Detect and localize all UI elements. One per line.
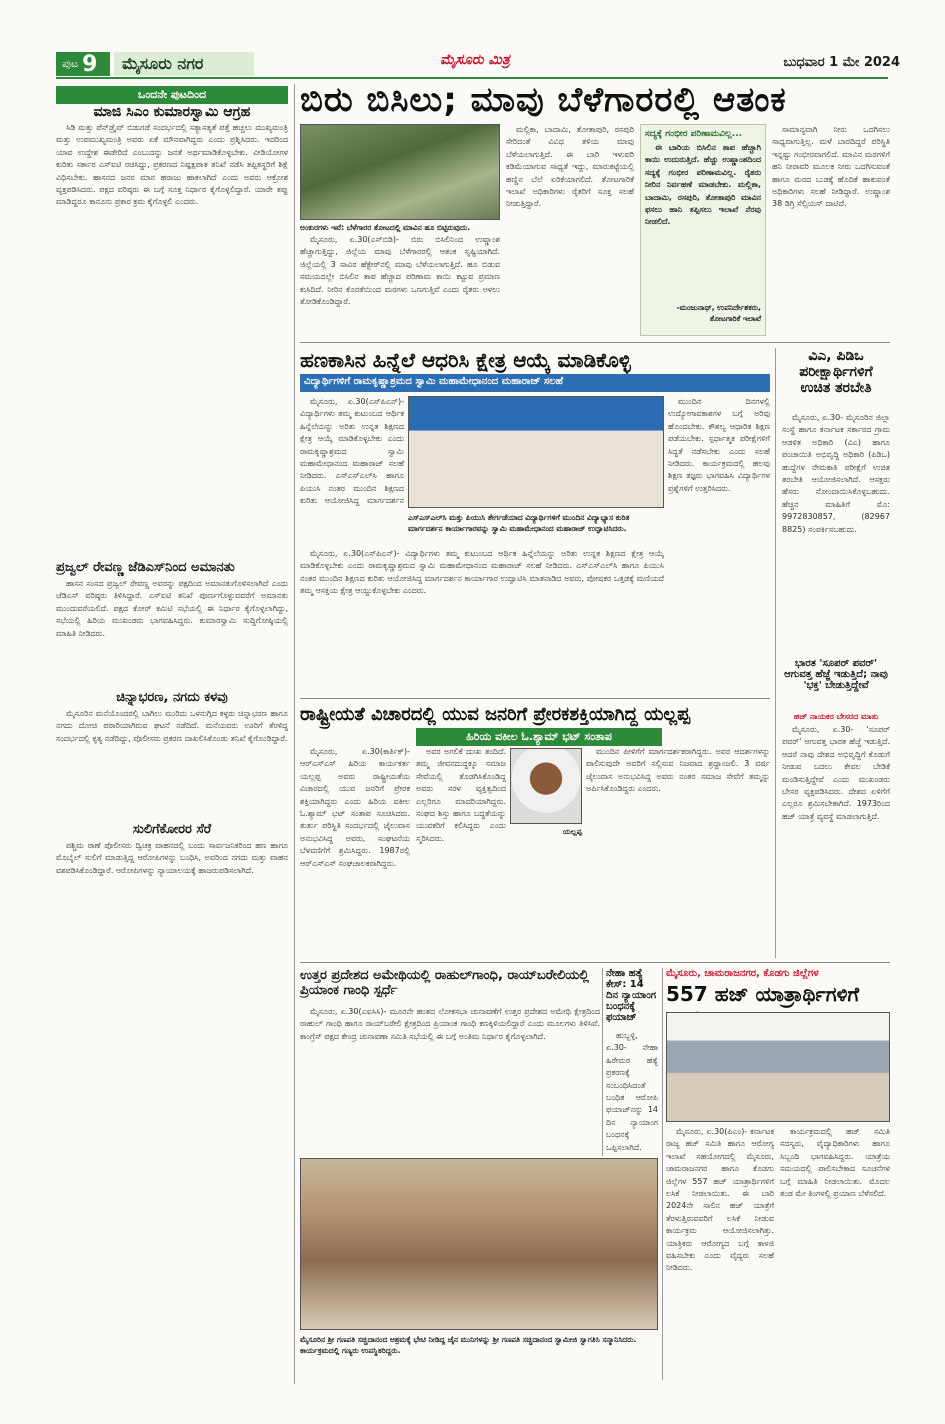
lead-box-sign: -ಮಂಜುನಾಥ್, ಉಪನಿರ್ದೇಶಕರು, ತೋಟಗಾರಿಕೆ ಇಲಾಖೆ bbox=[676, 303, 761, 323]
story2-body-b-text: ಮುಂದಿನ ದಿನಗಳಲ್ಲಿ ಉದ್ಯೋಗಾವಕಾಶಗಳ ಬಗ್ಗೆ ಅರಿವು ಹೊಂದಬೇಕು. ಕೌಶಲ್ಯ ಆಧಾರಿತ ಶಿಕ್ಷಣ ಪಡೆಯಬೇಕು. ಸ್ಪರ್ಧಾತ್ಮಕ ಪರೀಕ್ಷೆಗಳಿಗೆ ಸಿದ್ಧತೆ ನಡೆಸಬೇಕು ಎಂದು ಸಲಹೆ ನೀಡಿದರು. ಕಾರ್ಯಕ್ರಮದಲ್ಲಿ ಹಲವು ಶಿಕ್ಷಣ ತಜ್ಞರು ಭಾಗವಹಿಸಿ ವಿದ್ಯಾರ್ಥಿಗಳ ಪ್ರಶ್ನೆಗಳಿಗೆ ಉತ್ತರಿಸಿದರು. bbox=[668, 397, 770, 493]
story2-caption: ಎಸ್‌ಎಸ್‌ಎಲ್‌ಸಿ ಮತ್ತು ಪಿಯುಸಿ ತೇರ್ಗಡೆಯಾದ ವಿದ್ಯಾರ್ಥಿಗಳಿಗೆ ಮುಂದಿನ ವಿದ್ಯಾಭ್ಯಾಸ ಕುರಿತ ಮಾರ್ಗದರ್ಶನ ಕಾರ್ಯಾಗಾರವನ್ನು ಸ್ವಾಮಿ ಮಹಾಮೇಧಾನಂದ ಮಹಾರಾಜ್ ಉದ್ಘಾಟಿಸಿದರು. bbox=[408, 513, 630, 533]
col1-body2 bbox=[56, 578, 288, 678]
page-number-badge bbox=[56, 52, 110, 76]
event-stage-photo bbox=[408, 396, 664, 508]
col1-body4 bbox=[56, 840, 288, 1380]
col1-divider bbox=[294, 84, 295, 1384]
sidebar1-headline: ವಿಎ, ಪಿಡಿಒ ಪರೀಕ್ಷಾರ್ಥಿಗಳಿಗೆ ಉಚಿತ ತರಬೇತಿ bbox=[799, 348, 873, 396]
page-number: 9 bbox=[82, 51, 98, 77]
lead-box-body bbox=[645, 142, 761, 302]
page-label: ಪುಟ bbox=[62, 57, 79, 70]
story2-body-b bbox=[668, 396, 770, 694]
lead-body-a bbox=[300, 234, 500, 336]
sidebar1-kicker2: ಹಜ್ ನಾಯಕರ ಬೇಸರದ ಮಾತು bbox=[793, 712, 879, 721]
story2-body-c-text: ಮೈಸೂರು, ಏ.30(ಎಸ್‌ಪಿಎನ್)- ವಿದ್ಯಾರ್ಥಿಗಳು ತಮ್ಮ ಕುಟುಂಬದ ಆರ್ಥಿಕ ಹಿನ್ನೆಲೆಯನ್ನು ಅರಿತು ಉನ್ನತ ಶಿಕ್ಷಣದ ಕ್ಷೇತ್ರ ಆಯ್ಕೆ ಮಾಡಿಕೊಳ್ಳಬೇಕು ಎಂದು ರಾಮಕೃಷ್ಣಾಶ್ರಮದ ಸ್ವಾಮಿ ಮಹಾಮೇಧಾನಂದ ಮಹಾರಾಜ್ ಸಲಹೆ ನೀಡಿದರು. ಎಸ್‌ಎಸ್‌ಎಲ್‌ಸಿ ಹಾಗೂ ಪಿಯುಸಿ ನಂತರ ಮುಂದಿನ ಶಿಕ್ಷಣದ ಕುರಿತು ಆಯೋಜಿಸಿದ್ದ ಮಾರ್ಗದರ್ಶನ ಕಾರ್ಯಾಗಾರ ಉದ್ಘಾಟಿಸಿ ಮಾತನಾಡಿದ ಅವರು, ಪೋಷಕರ ಒತ್ತಡಕ್ಕೆ ಮಣಿಯದೆ ತಮ್ಮ ಆಸಕ್ತಿಯ ಕ್ಷೇತ್ರ ಆಯ್ದುಕೊಳ್ಳಬೇಕು ಎಂದರು. bbox=[300, 549, 664, 596]
col1-body bbox=[56, 122, 288, 558]
lead-rule bbox=[300, 342, 890, 343]
vaccination-photo bbox=[666, 1012, 890, 1122]
story6-body-text: ಮೈಸೂರು, ಏ.30(ಪಿಎಂ)- ಕರ್ನಾಟಕ ರಾಜ್ಯ ಹಜ್ ಸಮಿತಿ ಹಾಗೂ ಆರೋಗ್ಯ ಇಲಾಖೆ ಸಹಯೋಗದಲ್ಲಿ ಮೈಸೂರು, ಚಾಮರಾಜನಗರ ಹಾಗೂ ಕೊಡಗು ಜಿಲ್ಲೆಗಳ 557 ಹಜ್ ಯಾತ್ರಾರ್ಥಿಗಳಿಗೆ ಲಸಿಕೆ ನೀಡಲಾಯಿತು. ಈ ಬಾರಿ 2024ನೇ ಸಾಲಿನ ಹಜ್ ಯಾತ್ರೆಗೆ ತೆರಳುತ್ತಿರುವವರಿಗೆ ಲಸಿಕೆ ನೀಡುವ ಕಾರ್ಯಕ್ರಮ ಆಯೋಜಿಸಲಾಗಿತ್ತು. ಯಾತ್ರಿಕರು ಆರೋಗ್ಯದ ಬಗ್ಗೆ ಕಾಳಜಿ ವಹಿಸಬೇಕು ಎಂದು ವೈದ್ಯರು ಸಲಹೆ ನೀಡಿದರು. bbox=[666, 1127, 774, 1273]
story3-body-b-text: ಅವರ ಅಗಲಿಕೆ ದುಃಖ ತಂದಿದೆ. ತಮ್ಮ ಜೀವನದುದ್ದಕ್ಕೂ ಸಮಾಜ ಸೇವೆಯಲ್ಲಿ ತೊಡಗಿಸಿಕೊಂಡಿದ್ದ ಅವರು ಸರಳ ವ್ಯಕ್ತಿತ್ವದಿಂದ ಎಲ್ಲರಿಗೂ ಮಾದರಿಯಾಗಿದ್ದರು. ಸಂಘದ ಶಿಸ್ತು ಹಾಗೂ ಬದ್ಧತೆಯನ್ನು ಯುವಕರಿಗೆ ಕಲಿಸಿದ್ದರು ಎಂದು ಸ್ಮರಿಸಿದರು. bbox=[416, 747, 506, 843]
sidebar1-body2 bbox=[782, 724, 890, 958]
sidebar1-body-text: ಮೈಸೂರು, ಏ.30- ಮೈಸೂರಿನ ಜಿಲ್ಲಾ ಸಂಸ್ಥೆ ಹಾಗೂ ಕರ್ನಾಟಕ ಸರ್ಕಾರದ ಗ್ರಾಮ ಆಡಳಿತ ಅಧಿಕಾರಿ (ವಿಎ) ಹಾಗೂ ಪಂಚಾಯಿತಿ ಅಭಿವೃದ್ಧಿ ಅಧಿಕಾರಿ (ಪಿಡಿಒ) ಹುದ್ದೆಗಳ ನೇಮಕಾತಿ ಪರೀಕ್ಷೆಗೆ ಉಚಿತ ತರಬೇತಿ ಆಯೋಜಿಸಲಾಗಿದೆ. ಆಸಕ್ತರು ಹೆಸರು ನೋಂದಾಯಿಸಿಕೊಳ್ಳಬಹುದು. ಹೆಚ್ಚಿನ ಮಾಹಿತಿಗೆ ಮೊ: 9972830857, (82967 8825) ಸಂಪರ್ಕಿಸಬಹುದು. bbox=[782, 413, 890, 534]
sidebar1-body bbox=[782, 412, 890, 652]
story2-headline: ಹಣಕಾಸಿನ ಹಿನ್ನೆಲೆ ಆಧರಿಸಿ ಕ್ಷೇತ್ರ ಆಯ್ಕೆ ಮಾಡಿಕೊಳ್ಳಿ bbox=[300, 348, 631, 372]
lead-body-c-text: ಸಾಮಾನ್ಯವಾಗಿ ನೀರು ಒದಗಿಸಲು ಸಾಧ್ಯವಾಗುತ್ತಿಲ್ಲ. ಮಳೆ ಬಾರದಿದ್ದರೆ ಪರಿಸ್ಥಿತಿ ಇನ್ನಷ್ಟು ಗಂಭೀರವಾಗಲಿದೆ. ಮಾವಿನ ಮರಗಳಿಗೆ ಹನಿ ನೀರಾವರಿ ಮೂಲಕ ನೀರು ಒದಗಿಸುವಂತೆ ಹಾಗೂ ಮರದ ಬುಡಕ್ಕೆ ಹೊದಿಕೆ ಹಾಕುವಂತೆ ಅಧಿಕಾರಿಗಳು ಸಲಹೆ ನೀಡಿದ್ದಾರೆ. ಉಷ್ಣಾಂಶ 38 ಡಿಗ್ರಿ ಸೆಲ್ಸಿಯಸ್ ದಾಟಿದೆ. bbox=[772, 125, 890, 209]
col1-body3 bbox=[56, 708, 288, 816]
ashram-visit-photo bbox=[300, 1158, 658, 1330]
dateline: ಬುಧವಾರ 1 ಮೇ 2024 bbox=[783, 55, 900, 70]
newspaper-logo: ಮೈಸೂರು ಮಿತ್ರ bbox=[440, 52, 510, 68]
story4-caption: ಮೈಸೂರಿನ ಶ್ರೀ ಗಣಪತಿ ಸಚ್ಚಿದಾನಂದ ಆಶ್ರಮಕ್ಕೆ ಭೇಟಿ ನೀಡಿದ್ದ ಜೈನ ಮುನಿಗಳನ್ನು ಶ್ರೀ ಗಣಪತಿ ಸಚ್ಚಿದಾನಂದ ಸ್ವಾಮೀಜಿ ಸ್ವಾಗತಿಸಿ ಸನ್ಮಾನಿಸಿದರು. ಕಾರ್ಯಕ್ರಮದಲ್ಲಿ ಗಣ್ಯರು ಉಪಸ್ಥಿತರಿದ್ದರು. bbox=[300, 1335, 637, 1355]
lead-sidebox bbox=[640, 124, 766, 336]
story6-body2 bbox=[780, 1126, 890, 1380]
story4-body-text: ಮೈಸೂರು, ಏ.30(ಎಐಸಿಸಿ)- ಮೂರನೇ ಹಂತದ ಲೋಕಸಭಾ ಚುನಾವಣೆಗೆ ಉತ್ತರ ಪ್ರದೇಶದ ಅಮೇಥಿ ಕ್ಷೇತ್ರದಿಂದ ರಾಹುಲ್ ಗಾಂಧಿ ಹಾಗೂ ರಾಯ್‌ಬರೇಲಿ ಕ್ಷೇತ್ರದಿಂದ ಪ್ರಿಯಾಂಕ ಗಾಂಧಿ ಕಣಕ್ಕಿಳಿಯಲಿದ್ದಾರೆ ಎಂದು ಮೂಲಗಳು ತಿಳಿಸಿವೆ. ಕಾಂಗ್ರೆಸ್ ಪಕ್ಷದ ಕೇಂದ್ರ ಚುನಾವಣಾ ಸಮಿತಿ ಸಭೆಯಲ್ಲಿ ಈ ಬಗ್ಗೆ ಅಂತಿಮ ನಿರ್ಧಾರ ಕೈಗೊಳ್ಳಲಾಗಿದೆ. bbox=[300, 1007, 600, 1041]
mango-tree-photo bbox=[300, 124, 500, 220]
story4-body bbox=[300, 1006, 600, 1156]
masthead-rule bbox=[56, 77, 888, 79]
story3-body-b bbox=[416, 746, 506, 958]
story5-divider bbox=[602, 968, 603, 1156]
story2-strap: ವಿದ್ಯಾರ್ಥಿಗಳಿಗೆ ರಾಮಕೃಷ್ಣಾಶ್ರಮದ ಸ್ವಾಮಿ ಮಹಾಮೇಧಾನಂದ ಮಹಾರಾಜ್ ಸಲಹೆ bbox=[300, 374, 770, 392]
lead-photo-caption-text: ಬೆಳೆಗಾರರ ತೋಟದಲ್ಲಿ ಮಾವಿನ ಹೂ ಬಿಟ್ಟಿರುವುದು. bbox=[346, 223, 471, 232]
col1-body2-text: ಹಾಸನ ಸಂಸದ ಪ್ರಜ್ವಲ್ ರೇವಣ್ಣ ಅವರನ್ನು ಪಕ್ಷದಿಂದ ಅಮಾನತುಗೊಳಿಸಲಾಗಿದೆ ಎಂದು ಜೆಡಿಎಸ್ ವರಿಷ್ಠರು ತಿಳಿಸಿದ್ದಾರೆ. ಎಸ್‌ಐಟಿ ತನಿಖೆ ಪೂರ್ಣಗೊಳ್ಳುವವರೆಗೆ ಅಮಾನತು ಮುಂದುವರೆಯಲಿದೆ. ಪಕ್ಷದ ಕೋರ್ ಕಮಿಟಿ ಸಭೆಯಲ್ಲಿ ಈ ನಿರ್ಧಾರ ಕೈಗೊಳ್ಳಲಾಗಿದ್ದು, ಸಭೆಯಲ್ಲಿ ಹಿರಿಯ ಮುಖಂಡರು ಭಾಗವಹಿಸಿದ್ದರು. ಕುಮಾರಸ್ವಾಮಿ ಸುದ್ದಿಗೋಷ್ಠಿಯಲ್ಲಿ ಮಾಹಿತಿ ನೀಡಿದರು. bbox=[56, 579, 288, 638]
yallappa-portrait bbox=[510, 748, 582, 824]
col1-headline4: ಸುಲಿಗೆಕೋರರ ಸೆರೆ bbox=[132, 822, 212, 837]
story6-body bbox=[666, 1126, 774, 1380]
story2-body-a-text: ಮೈಸೂರು, ಏ.30(ಎಸ್‌ಪಿಎನ್)- ವಿದ್ಯಾರ್ಥಿಗಳು ತಮ್ಮ ಕುಟುಂಬದ ಆರ್ಥಿಕ ಹಿನ್ನೆಲೆಯನ್ನು ಅರಿತು ಉನ್ನತ ಶಿಕ್ಷಣದ ಕ್ಷೇತ್ರ ಆಯ್ಕೆ ಮಾಡಿಕೊಳ್ಳಬೇಕು ಎಂದು ರಾಮಕೃಷ್ಣಾಶ್ರಮದ ಸ್ವಾಮಿ ಮಹಾಮೇಧಾನಂದ ಮಹಾರಾಜ್ ಸಲಹೆ ನೀಡಿದರು. ಎಸ್‌ಎಸ್‌ಎಲ್‌ಸಿ ಹಾಗೂ ಪಿಯುಸಿ ನಂತರ ಮುಂದಿನ ಶಿಕ್ಷಣದ ಕುರಿತು ಆಯೋಜಿಸಿದ್ದ ಮಾರ್ಗದರ್ಶನ bbox=[300, 397, 404, 506]
col1-kicker: ಒಂದನೇ ಪುಟದಿಂದ bbox=[56, 86, 288, 104]
story5-body bbox=[606, 1030, 658, 1156]
lead-headline: ಬಿರು ಬಿಸಿಲು; ಮಾವು ಬೆಳೆಗಾರರಲ್ಲಿ ಆತಂಕ bbox=[300, 80, 787, 120]
lead-body-a-text: ಮೈಸೂರು, ಏ.30(ಎಸ್‌ಬಿಡಿ)- ಬಿರು ಬಿಸಿಲಿನಿಂದ ಉಷ್ಣಾಂಶ ಹೆಚ್ಚಾಗುತ್ತಿದ್ದು, ಜಿಲ್ಲೆಯ ಮಾವು ಬೆಳೆಗಾರರಲ್ಲಿ ಆತಂಕ ಸೃಷ್ಟಿಯಾಗಿದೆ. ಜಿಲ್ಲೆಯಲ್ಲಿ 3 ಸಾವಿರ ಹೆಕ್ಟೇರ್‌ನಲ್ಲಿ ಮಾವು ಬೆಳೆಯಲಾಗುತ್ತಿದೆ. ಹೂ ಬಿಡುವ ಸಮಯದಲ್ಲೇ ಬಿಸಿಲಿನ ತಾಪ ಹೆಚ್ಚಾದ ಪರಿಣಾಮ ಕಾಯಿ ಕಟ್ಟುವ ಪ್ರಮಾಣ ಕುಸಿದಿದೆ. ನೀರಿನ ಕೊರತೆಯಿಂದ ಮರಗಳು ಒಣಗುತ್ತಿವೆ ಎಂದು ರೈತರು ಅಳಲು ತೋಡಿಕೊಂಡಿದ್ದಾರೆ. bbox=[300, 235, 500, 307]
story3-body-a bbox=[300, 746, 410, 958]
story2-body-c bbox=[300, 548, 664, 694]
lead-body-c bbox=[772, 124, 890, 336]
col1-body-text: ಸಿಡಿ ಮತ್ತು ಪೆನ್‌ಡ್ರೈವ್ ಬಿಡುಗಡೆ ಸಂದರ್ಭದಲ್ಲಿ ಸತ್ಯಾಸತ್ಯತೆ ಪತ್ತೆ ಹಚ್ಚಲು ಮುಖ್ಯಮಂತ್ರಿ ಮತ್ತು ಉಪಮುಖ್ಯಮಂತ್ರಿ ಅವರು ಏಕೆ ಮೌನವಾಗಿದ್ದರು ಎಂದು ಪ್ರಶ್ನಿಸಿದರು. ಇದರಿಂದ ಯಾವ ಉದ್ದೇಶ ಈಡೇರಿದೆ ಎಂಬುದನ್ನು ಜನತೆ ಅರ್ಥಮಾಡಿಕೊಳ್ಳಬೇಕು. ವೀಡಿಯೋಗಳ ಕುರಿತು ಸರ್ಕಾರ ಎಸ್‌ಐಟಿ ರಚಿಸಿದ್ದು, ಪ್ರಕರಣದ ನಿಷ್ಪಕ್ಷಪಾತ ತನಿಖೆ ನಡೆಸಿ ತಪ್ಪಿತಸ್ಥರಿಗೆ ಶಿಕ್ಷೆ ವಿಧಿಸಬೇಕು. ಹಾಸನದ ಜನರ ಮಾನ ಹರಾಜು ಹಾಕಲಾಗಿದೆ ಎಂದು ಅವರು ಆಕ್ರೋಶ ವ್ಯಕ್ತಪಡಿಸಿದರು. ಪಕ್ಷದ ವರಿಷ್ಠರು ಈ ಬಗ್ಗೆ ಸೂಕ್ತ ನಿರ್ಧಾರ ಕೈಗೊಳ್ಳಲಿದ್ದಾರೆ. ಯಾರೇ ತಪ್ಪು ಮಾಡಿದ್ದರೂ ಕಾನೂನು ಪ್ರಕಾರ ಕ್ರಮ ಕೈಗೊಳ್ಳಲಿ ಎಂದರು. bbox=[56, 123, 288, 207]
col1-headline3: ಚಿನ್ನಾಭರಣ, ನಗದು ಕಳವು bbox=[116, 690, 228, 705]
sidebar1-headline2: ಭಾರತ 'ಸೂಪರ್ ಪವರ್' ಆಗುವತ್ತ ಹೆಜ್ಜೆ ಇಡುತ್ತಿದೆ; ನಾವು 'ಭಕ್ತ' ಬೇಡುತ್ತಿದ್ದೇವೆ bbox=[784, 658, 888, 691]
story3-photo-label: ಯಲ್ಲಪ್ಪ bbox=[562, 827, 582, 836]
lower-rule bbox=[300, 962, 890, 963]
lead-photo-caption bbox=[300, 222, 500, 233]
story6-body2-text: ಕಾರ್ಯಕ್ರಮದಲ್ಲಿ ಹಜ್ ಸಮಿತಿ ಸದಸ್ಯರು, ವೈದ್ಯಾಧಿಕಾರಿಗಳು ಹಾಗೂ ಸಿಬ್ಬಂದಿ ಭಾಗವಹಿಸಿದ್ದರು. ಯಾತ್ರೆಯ ಸಮಯದಲ್ಲಿ ಪಾಲಿಸಬೇಕಾದ ಸೂಚನೆಗಳ ಬಗ್ಗೆ ಮಾಹಿತಿ ನೀಡಲಾಯಿತು. ಮೊದಲ ತಂಡ ಮೇ ತಿಂಗಳಲ್ಲಿ ಪ್ರಯಾಣ ಬೆಳೆಸಲಿದೆ. bbox=[780, 1127, 890, 1199]
col1-body4-text: ಪಶ್ಚಿಮ ಠಾಣೆ ಪೊಲೀಸರು ದ್ವಿಚಕ್ರ ವಾಹನದಲ್ಲಿ ಬಂದು ಸಾರ್ವಜನಿಕರಿಂದ ಹಣ ಹಾಗೂ ಮೊಬೈಲ್ ಸುಲಿಗೆ ಮಾಡುತ್ತಿದ್ದ ಆರೋಪಿಗಳನ್ನು ಬಂಧಿಸಿ, ಅವರಿಂದ ನಗದು ಮತ್ತು ವಾಹನ ವಶಪಡಿಸಿಕೊಂಡಿದ್ದಾರೆ. ಆರೋಪಿಗಳನ್ನು ನ್ಯಾಯಾಲಯಕ್ಕೆ ಹಾಜರುಪಡಿಸಲಾಗಿದೆ. bbox=[56, 841, 288, 875]
story5-body-text: ಹುಬ್ಬಳ್ಳಿ, ಏ.30- ನೇಹಾ ಹಿರೇಮಠ ಹತ್ಯೆ ಪ್ರಕರಣಕ್ಕೆ ಸಂಬಂಧಿಸಿದಂತೆ ಬಂಧಿತ ಆರೋಪಿ ಫಯಾಜ್‌ನನ್ನು 14 ದಿನ ನ್ಯಾಯಾಂಗ ಬಂಧನಕ್ಕೆ ಒಪ್ಪಿಸಲಾಗಿದೆ. bbox=[606, 1031, 658, 1152]
story3-body-c-text: ಮುಂದಿನ ಪೀಳಿಗೆಗೆ ಮಾರ್ಗದರ್ಶಕರಾಗಿದ್ದರು. ಅವರ ಆದರ್ಶಗಳನ್ನು ಪಾಲಿಸುವುದೇ ಅವರಿಗೆ ಸಲ್ಲಿಸುವ ನಿಜವಾದ ಶ್ರದ್ಧಾಂಜಲಿ. 3 ವರ್ಷ ಜೈಲುವಾಸ ಅನುಭವಿಸಿದ್ದ ಅವರು ನಂತರ ಸಮಾಜ ಸೇವೆಗೆ ತಮ್ಮನ್ನು ಅರ್ಪಿಸಿಕೊಂಡಿದ್ದರು ಎಂದರು. bbox=[586, 747, 770, 794]
story2-body-a bbox=[300, 396, 404, 508]
lead-body-b bbox=[506, 124, 634, 336]
col1-body3-text: ಮೈಸೂರಿನ ಮನೆಯೊಂದರಲ್ಲಿ ಬಾಗಿಲು ಮುರಿದು ಒಳನುಗ್ಗಿದ ಕಳ್ಳರು ಚಿನ್ನಾಭರಣ ಹಾಗೂ ನಗದು ದೋಚಿ ಪರಾರಿಯಾಗಿರುವ ಘಟನೆ ನಡೆದಿದೆ. ಮನೆಯವರು ಊರಿಗೆ ತೆರಳಿದ್ದ ಸಂದರ್ಭದಲ್ಲಿ ಕೃತ್ಯ ನಡೆದಿದ್ದು, ಪೊಲೀಸರು ಪ್ರಕರಣ ದಾಖಲಿಸಿಕೊಂಡು ತನಿಖೆ ಕೈಗೊಂಡಿದ್ದಾರೆ. bbox=[56, 709, 288, 743]
story6-kicker: ಮೈಸೂರು, ಚಾಮರಾಜನಗರ, ಕೊಡಗು ಜಿಲ್ಲೆಗಳ bbox=[666, 968, 819, 979]
story3-body-a-text: ಮೈಸೂರು, ಏ.30(ಕಾರ್ತಿಕ್)- ಆರ್‌ಎಸ್‌ಎಸ್ ಹಿರಿಯ ಕಾರ್ಯಕರ್ತ ಯಲ್ಲಪ್ಪ ಅವರು ರಾಷ್ಟ್ರೀಯತೆಯ ವಿಚಾರದಲ್ಲಿ ಯುವ ಜನರಿಗೆ ಪ್ರೇರಕ ಶಕ್ತಿಯಾಗಿದ್ದರು ಎಂದು ಹಿರಿಯ ವಕೀಲ ಓ.ಶ್ಯಾಮ್ ಭಟ್ ಸಂತಾಪ ಸೂಚಿಸಿದರು. ತುರ್ತು ಪರಿಸ್ಥಿತಿ ಸಂದರ್ಭದಲ್ಲಿ ಜೈಲುವಾಸ ಅನುಭವಿಸಿದ್ದ ಅವರು, ಸಂಘಟನೆಯ ಬೆಳವಣಿಗೆಗೆ ಶ್ರಮಿಸಿದ್ದರು. 1987ರಲ್ಲಿ ಆರ್‌ಎಸ್‌ಎಸ್ ಸಂಘಚಾಲಕರಾಗಿದ್ದರು. bbox=[300, 747, 410, 868]
col1-headline2: ಪ್ರಜ್ವಲ್ ರೇವಣ್ಣ ಜೆಡಿಎಸ್‌ನಿಂದ ಅಮಾನತು bbox=[56, 560, 235, 575]
story3-strap: ಹಿರಿಯ ವಕೀಲ ಓ.ಶ್ಯಾಮ್ ಭಟ್ ಸಂತಾಪ bbox=[416, 728, 662, 746]
story4-headline: ಉತ್ತರ ಪ್ರದೇಶದ ಅಮೇಥಿಯಲ್ಲಿ ರಾಹುಲ್‌ಗಾಂಧಿ, ರಾಯ್‌ಬರೇಲಿಯಲ್ಲಿ ಪ್ರಿಯಾಂಕ ಗಾಂಧಿ ಸ್ಪರ್ಧೆ bbox=[300, 968, 589, 998]
sidebar1-body2-text: ಮೈಸೂರು, ಏ.30- 'ಸೂಪರ್ ಪವರ್' ಆಗುವತ್ತ ಭಾರತ ಹೆಜ್ಜೆ ಇಡುತ್ತಿದೆ. ಆದರೆ ನಾವು ದೇಶದ ಅಭಿವೃದ್ಧಿಗೆ ಕೊಡುಗೆ ನೀಡುವ ಬದಲು ಕೇವಲ ಬೇಡಿಕೆ ಮಂಡಿಸುತ್ತಿದ್ದೇವೆ ಎಂದು ಮುಖಂಡರು ಬೇಸರ ವ್ಯಕ್ತಪಡಿಸಿದರು. ದೇಶದ ಏಳಿಗೆಗೆ ಎಲ್ಲರೂ ಶ್ರಮಿಸಬೇಕಾಗಿದೆ. 1973ರಿಂದ ಹಜ್ ಯಾತ್ರೆ ವ್ಯವಸ್ಥೆ ಮಾಡಲಾಗುತ್ತಿದೆ. bbox=[782, 725, 890, 821]
story3-body-c bbox=[586, 746, 770, 958]
story3-rule bbox=[300, 698, 770, 699]
sidebar-divider bbox=[775, 348, 776, 958]
story5-headline: ನೇಹಾ ಹತ್ಯೆ ಕೇಸ್: 14 ದಿನ ನ್ಯಾಯಾಂಗ ಬಂಧನಕ್ಕೆ ಫಯಾಜ್ bbox=[606, 968, 657, 1023]
lead-body-b-text: ಮಲ್ಲಿಕಾ, ಬಾದಾಮಿ, ತೋತಾಪುರಿ, ರಸಪುರಿ ಸೇರಿದಂತೆ ವಿವಿಧ ತಳಿಯ ಮಾವು ಬೆಳೆಯಲಾಗುತ್ತಿದೆ. ಈ ಬಾರಿ ಇಳುವರಿ ಕಡಿಮೆಯಾಗುವ ಸಾಧ್ಯತೆ ಇದ್ದು, ಮಾರುಕಟ್ಟೆಯಲ್ಲಿ ಹಣ್ಣಿನ ಬೆಲೆ ಏರಿಕೆಯಾಗಲಿದೆ. ತೋಟಗಾರಿಕೆ ಇಲಾಖೆ ಅಧಿಕಾರಿಗಳು ರೈತರಿಗೆ ಸೂಕ್ತ ಸಲಹೆ ನೀಡುತ್ತಿದ್ದಾರೆ. bbox=[506, 125, 634, 209]
section-title: ಮೈಸೂರು ನಗರ bbox=[114, 52, 254, 76]
col1-headline: ಮಾಜಿ ಸಿಎಂ ಕುಮಾರಸ್ವಾಮಿ ಆಗ್ರಹ bbox=[93, 104, 251, 120]
lead-photo-caption-label: ಅಂಕುರಗಳು ಇವೆ: bbox=[300, 223, 345, 232]
lead-box-title: ಸದ್ಯಕ್ಕೆ ಗಂಭೀರ ಪರಿಣಾಮವಿಲ್ಲ... bbox=[645, 129, 743, 139]
lead-box-body-text: ಈ ಬಾರಿಯ ಬಿಸಿಲಿನ ತಾಪ ಹೆಚ್ಚಾಗಿ ಕಾಯಿ ಉದುರುತ್ತಿದೆ. ಹೆಚ್ಚು ಉಷ್ಣಾಂಶದಿಂದ ಸದ್ಯಕ್ಕೆ ಗಂಭೀರ ಪರಿಣಾಮವಿಲ್ಲ. ರೈತರು ನೀರಿನ ನಿರ್ವಹಣೆ ಮಾಡಬೇಕು. ಮಲ್ಲಿಕಾ, ಬಾದಾಮಿ, ರಸಪುರಿ, ತೋತಾಪುರಿ ಮಾವಿನ ಫಸಲು ಹಾನಿ ತಪ್ಪಿಸಲು ಇಲಾಖೆ ನೆರವು ನೀಡಲಿದೆ. bbox=[645, 143, 761, 227]
story3-headline: ರಾಷ್ಟ್ರೀಯತೆ ವಿಚಾರದಲ್ಲಿ ಯುವ ಜನರಿಗೆ ಪ್ರೇರಕಶಕ್ತಿಯಾಗಿದ್ದ ಯಲ್ಲಪ್ಪ bbox=[300, 704, 691, 725]
story6-headline: 557 ಹಜ್ ಯಾತ್ರಾರ್ಥಿಗಳಿಗೆ bbox=[666, 982, 860, 1006]
story6-divider bbox=[662, 968, 663, 1380]
